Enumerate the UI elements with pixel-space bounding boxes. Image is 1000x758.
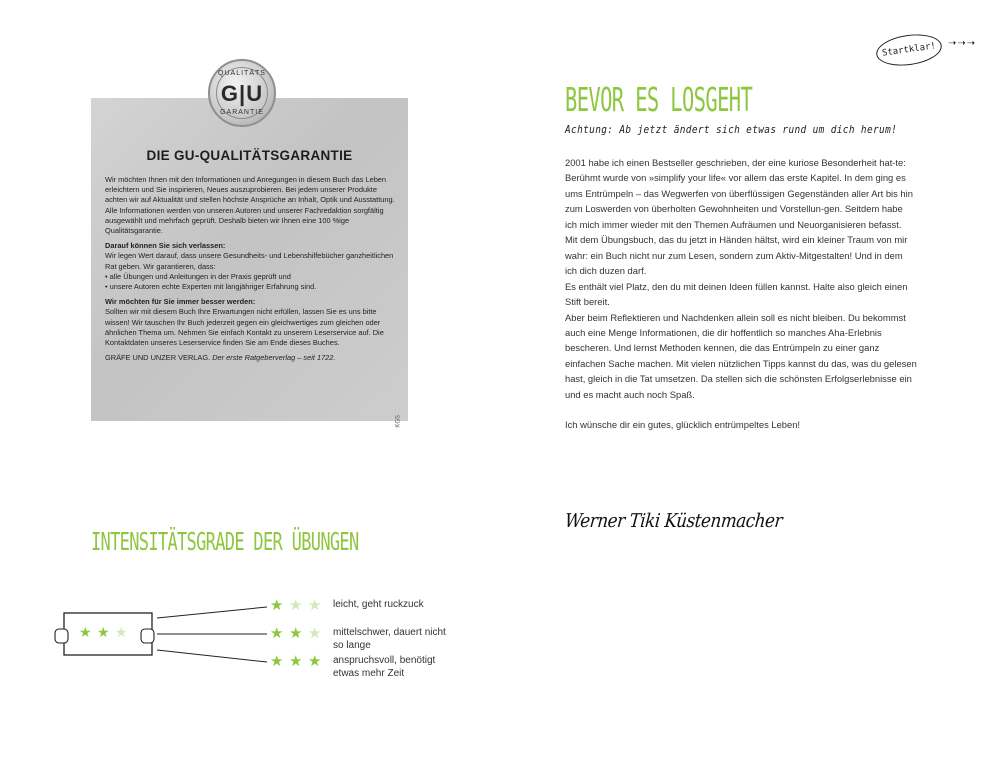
connector-line bbox=[157, 650, 267, 662]
right-hand-icon bbox=[141, 629, 154, 643]
paragraph-gap bbox=[565, 402, 917, 417]
arrow-icon: ➝➝➝ bbox=[948, 38, 977, 49]
closing-line: Ich wünsche dir ein gutes, glücklich entrümpeltes Leben! bbox=[565, 419, 801, 431]
paragraph: 2001 habe ich einen Bestseller geschrieben, der eine kuriose Besonderheit hat-te: Berühmt wurde von »simplify your life« vor allem das erste Kapitel. In dem ging es ums Entrümpeln – das Wegwerfen von überflüssigen Gegenständen aller Art bis hin zum Loswerden von überholten Gewohnheiten und Vorstellun-gen. Seitdem habe ich mich immer wieder mit den Themen Aufräumen und Neuorganisieren befasst. bbox=[565, 157, 913, 230]
quality-guarantee-box bbox=[91, 98, 408, 428]
connector-line bbox=[157, 607, 267, 618]
intensity-level-label: anspruchsvoll, benötigt etwas mehr Zeit bbox=[333, 655, 436, 679]
guarantee-footer bbox=[105, 353, 395, 363]
guarantee-title: DIE GU-QUALITÄTSGARANTIE bbox=[146, 148, 353, 163]
gu-quality-seal bbox=[208, 59, 276, 127]
guarantee-rely-section bbox=[105, 241, 395, 292]
bullet-item: • unsere Autoren echte Experten mit langjähriger Erfahrung sind. bbox=[105, 282, 317, 292]
left-hand-icon bbox=[55, 629, 68, 643]
startklar-badge: Startklar! bbox=[874, 31, 944, 70]
filled-star-icon: ★ bbox=[270, 625, 284, 642]
guarantee-code: KGS bbox=[396, 415, 402, 428]
empty-star-icon: ★ bbox=[115, 624, 128, 640]
filled-star-icon: ★ bbox=[97, 624, 110, 640]
page-title: BEVOR ES LOSGEHT bbox=[565, 80, 753, 119]
empty-star-icon: ★ bbox=[289, 597, 303, 614]
body-text bbox=[565, 155, 917, 433]
rely-heading: Darauf können Sie sich verlassen: bbox=[105, 241, 226, 251]
publisher-tagline: Der erste Ratgeberverlag – seit 1722. bbox=[212, 353, 336, 363]
paragraph: Es enthält viel Platz, den du mit deinen Ideen füllen kannst. Halte also gleich einen Stift bereit. bbox=[565, 280, 908, 308]
improve-heading: Wir möchten für Sie immer besser werden: bbox=[105, 297, 256, 307]
intensity-level-label: mittelschwer, dauert nicht so lange bbox=[333, 627, 446, 651]
filled-star-icon: ★ bbox=[270, 597, 284, 614]
seal-bottom-text: GARANTIE bbox=[220, 109, 264, 116]
bullet-item: • alle Übungen und Anleitungen in der Praxis geprüft und bbox=[105, 271, 291, 281]
guarantee-improve-section bbox=[105, 297, 395, 348]
paragraph: Aber beim Reflektieren und Nachdenken allein soll es nicht bleiben. Du bekommst auch eine Menge Informationen, die dir hoffentlich so manches Aha-Erlebnis bescheren. Und lernst Methoden kennen, die das Entrümpeln zu einer ganz einfachen Sache machen. Mit vielen nützlichen Tipps kannst du das, was du gelesen hast, gleich in die Tat umsetzen. Da stellen sich die schönsten Erfolgserlebnisse ein und es macht auch noch Spaß. bbox=[565, 311, 917, 400]
filled-star-icon: ★ bbox=[79, 624, 92, 640]
rely-text: Wir legen Wert darauf, dass unsere Gesundheits- und Lebenshilfebücher ganzheitlichen Rat geben. Wir garantieren, dass: bbox=[105, 251, 394, 271]
author-signature: Werner Tiki Küstenmacher bbox=[563, 510, 784, 532]
paragraph: Mit dem Übungsbuch, das du jetzt in Händen hältst, wird ein kleiner Traum von mir wahr: ein Buch nicht nur zum Lesen, sondern zum Aktiv-Mitgestalten! Und in dem ich dich duzen darf. bbox=[565, 234, 908, 277]
guarantee-content bbox=[105, 175, 395, 368]
page-subtitle: Achtung: Ab jetzt ändert sich etwas rund um dich herum! bbox=[565, 123, 898, 136]
guarantee-intro: Wir möchten Ihnen mit den Informationen und Anregungen in diesem Buch das Leben erleichtern und Sie inspirieren, Neues auszuprobieren. Bei jedem unserer Produkte achten wir auf Aktualität und stellen höchste Ansprüche an Inhalt, Optik und Ausstattung. Alle Informationen werden von unseren Autoren und unserer Fachredaktion sorgfältig ausgewählt und mehrfach geprüft. Deshalb bieten wir Ihnen eine 100 %ige Qualitätsgarantie. bbox=[105, 175, 395, 236]
sign-stars bbox=[79, 625, 139, 641]
seal-logo: G|U bbox=[220, 81, 264, 106]
publisher-name: GRÄFE UND UNZER VERLAG. bbox=[105, 353, 211, 363]
improve-text: Sollten wir mit diesem Buch Ihre Erwartungen nicht erfüllen, lassen Sie es uns bitte wissen! Wir tauschen Ihr Buch jederzeit gegen ein gleichwertiges zum gleichen oder ähnlichen Thema um. Nehmen Sie einfach Kontakt zu unserem Leserservice auf. Die Kontaktdaten unseres Leserservice finden Sie am Ende dieses Buches. bbox=[105, 307, 384, 348]
filled-star-icon: ★ bbox=[308, 653, 322, 670]
intensity-level-label: leicht, geht ruckzuck bbox=[333, 599, 424, 610]
filled-star-icon: ★ bbox=[289, 653, 303, 670]
filled-star-icon: ★ bbox=[289, 625, 303, 642]
filled-star-icon: ★ bbox=[270, 653, 284, 670]
intensity-title: INTENSITÄTSGRADE DER ÜBUNGEN bbox=[91, 527, 359, 556]
empty-star-icon: ★ bbox=[308, 597, 322, 614]
seal-top-text: QUALITÄTS bbox=[218, 70, 266, 77]
empty-star-icon: ★ bbox=[308, 625, 322, 642]
